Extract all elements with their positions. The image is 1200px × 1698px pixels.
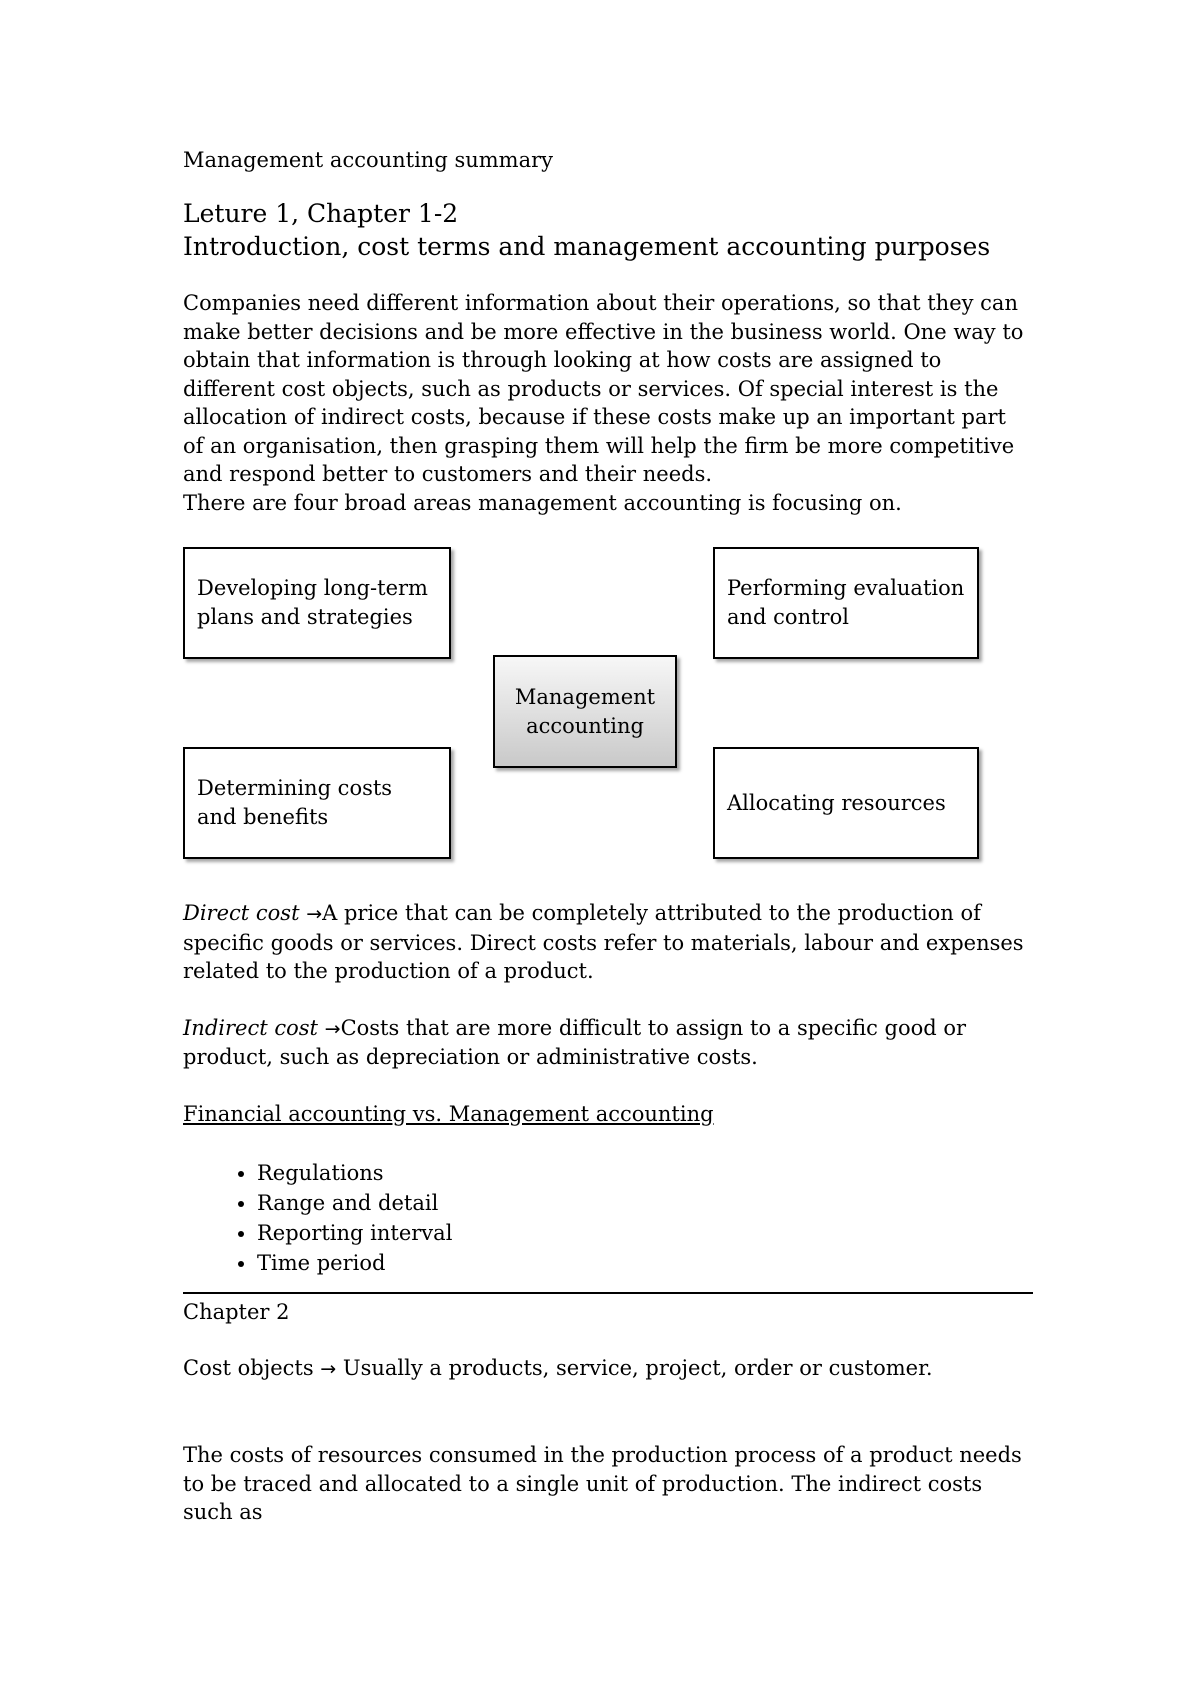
comparison-list (183, 1158, 1033, 1278)
direct-cost-definition (183, 899, 1033, 986)
diagram-box-label: Developing long-term plans and strategies (197, 576, 428, 629)
intro-paragraph: Companies need different information about their operations, so that they can make better decisions and be more effective in the business world. One way to obtain that information is through looking at how costs are assigned to different cost objects, such as products or services. Of special interest is the allocation of indirect costs, because if these costs make up an important part of an organisation, then grasping them will help the firm be more competitive and respond better to customers and their needs. (183, 291, 1024, 486)
indirect-cost-term: Indirect cost (183, 1015, 318, 1040)
list-item: • Regulations (257, 1158, 1033, 1188)
section-divider (183, 1292, 1033, 1294)
management-accounting-diagram (183, 547, 1033, 865)
arrow-icon: → (320, 1357, 337, 1380)
diagram-box-label: Performing evaluation and control (727, 576, 965, 629)
list-item: • Time period (257, 1248, 1033, 1278)
direct-cost-text: A price that can be completely attributed to the production of specific goods or services. Direct costs refer to materials, labour and expenses related to the production of a product. (183, 901, 1024, 983)
document-title: Management accounting summary (183, 148, 554, 172)
section-heading: Introduction, cost terms and management accounting purposes (183, 232, 991, 261)
list-item: • Reporting interval (257, 1218, 1033, 1248)
cost-objects-text: Usually a products, service, project, order or customer. (342, 1355, 933, 1380)
diagram-center-box (493, 655, 677, 768)
list-item: • Range and detail (257, 1188, 1033, 1218)
areas-sentence: There are four broad areas management accounting is focusing on. (183, 490, 902, 515)
indirect-cost-definition (183, 1014, 1033, 1072)
diagram-box-allocating-resources (713, 747, 979, 859)
final-paragraph: The costs of resources consumed in the production process of a product needs to be traced and allocated to a single unit of production. The indirect costs such as (183, 1443, 1022, 1524)
diagram-box-costs-benefits (183, 747, 451, 859)
diagram-box-evaluation-control (713, 547, 979, 659)
direct-cost-term: Direct cost (183, 901, 300, 925)
arrow-icon: → (324, 1017, 341, 1040)
lecture-heading: Leture 1, Chapter 1-2 (183, 199, 459, 228)
comparison-heading: Financial accounting vs. Management accounting (183, 1101, 714, 1126)
page-content (183, 145, 1033, 1527)
chapter-heading: Chapter 2 (183, 1300, 290, 1324)
cost-objects-definition (183, 1354, 1033, 1384)
diagram-box-label: Determining costs and benefits (197, 776, 393, 829)
cost-objects-term: Cost objects (183, 1355, 314, 1380)
diagram-center-label: Management accounting (514, 684, 656, 738)
diagram-box-label: Allocating resources (727, 790, 946, 815)
diagram-box-long-term-plans (183, 547, 451, 659)
indirect-cost-text: Costs that are more difficult to assign to a specific good or product, such as depreciation or administrative costs. (183, 1015, 967, 1069)
arrow-icon: → (306, 903, 323, 925)
